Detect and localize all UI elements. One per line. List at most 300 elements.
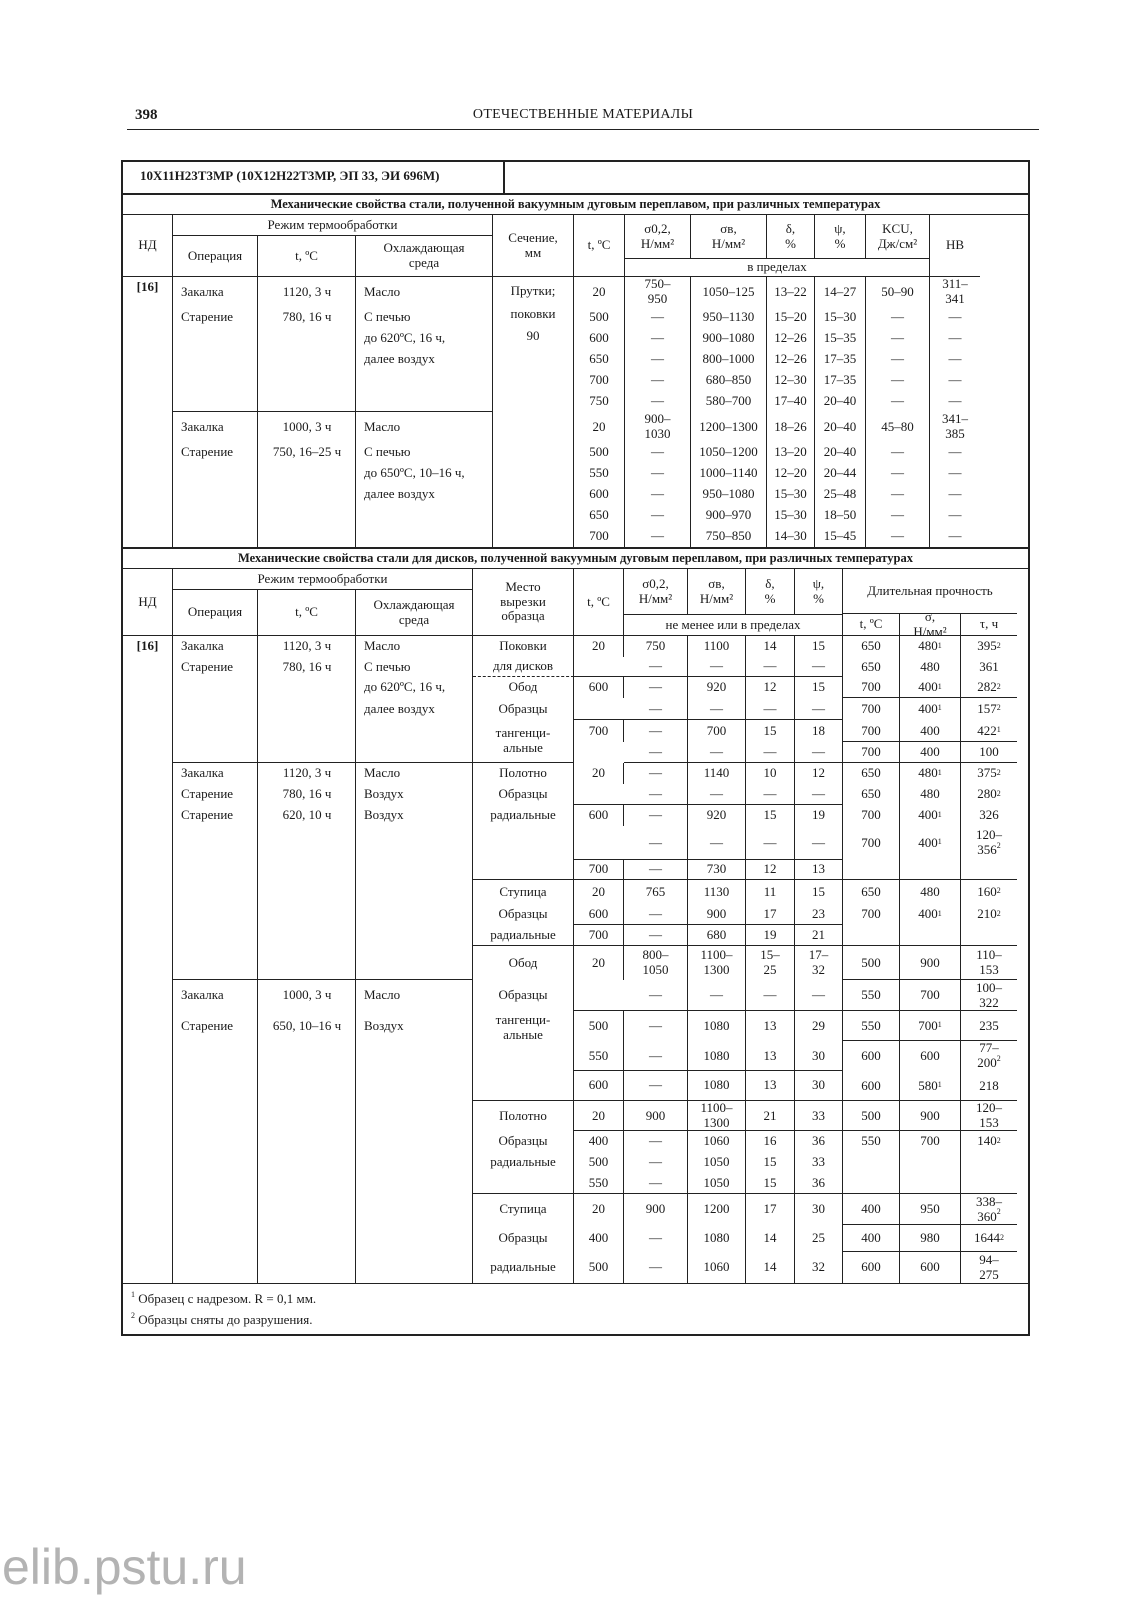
- s2-r1-c6: 650: [843, 636, 900, 657]
- s2-r26-c5: 32: [795, 1252, 843, 1283]
- s2-r4-c2: —: [624, 698, 688, 720]
- opA-aging-medium-2: до 620ºС, 16 ч,: [364, 679, 446, 695]
- s2-r12-c1: 20: [574, 880, 624, 904]
- s2-r26-c8: 94– 275: [979, 1251, 999, 1282]
- header-cooling: Охлаждающая среда: [356, 236, 493, 277]
- place-forgings-disk: для дисков: [473, 657, 574, 677]
- opB-quench-medium: Масло: [364, 765, 401, 781]
- op-aging-2-medium: С печью: [364, 444, 411, 460]
- s1-cell-r2-c2: —: [625, 307, 691, 328]
- section-size: Прутки; поковки 90: [493, 277, 574, 547]
- s2-r3-c2: —: [624, 677, 688, 698]
- s2-r25-c4: 14: [746, 1225, 795, 1252]
- s2-r23-c3: 1050: [688, 1173, 746, 1194]
- s1-cell-r12-c1: 700: [574, 526, 625, 547]
- s2-r7-c6: 650: [843, 763, 900, 784]
- s1-cell-r6-c4: 17–40: [767, 391, 815, 412]
- s2-r24-c1: 20: [574, 1194, 624, 1225]
- s1-cell-r6-c3: 580–700: [691, 391, 767, 412]
- s2-r20-c5: 33: [795, 1101, 843, 1131]
- s2-r10-c5: —: [795, 826, 843, 860]
- footnotes: [123, 1283, 1028, 1334]
- s2-r22-c5: 33: [795, 1152, 843, 1173]
- s2-r5-c8: 422 $^1$: [977, 722, 1001, 738]
- s2-r10-c7: 400 $^1$: [900, 826, 961, 860]
- opB-aging-2-medium: Воздух: [364, 807, 404, 823]
- s2-r24-c6: 400: [843, 1194, 900, 1225]
- header-place: Место вырезки образца: [473, 569, 574, 636]
- s2-r17-c6: 550: [843, 1011, 900, 1041]
- s2-r2-c8: 361: [979, 658, 999, 674]
- s1-cell-r1-c7: 311– 341: [942, 276, 968, 306]
- header-regime: Режим термообработки: [173, 215, 493, 236]
- place-hub: Ступица: [473, 880, 574, 904]
- header-hb: НВ: [930, 215, 980, 277]
- place-hub-2-samples: Образцы: [473, 1225, 574, 1252]
- s2-r8-c2: —: [624, 784, 688, 805]
- s2-r23-c5: 36: [795, 1173, 843, 1194]
- s2-r5-c5: 18: [795, 720, 843, 742]
- s2-r3-c1: 600: [574, 677, 624, 698]
- place-rim-2-tangential: тангенци- альные: [473, 1011, 574, 1101]
- s2-r25-c7: 980: [900, 1225, 961, 1252]
- s2-r14-c4: 19: [746, 925, 795, 946]
- s2-r17-c7: 700 $^1$: [900, 1011, 961, 1041]
- place-hub-samples: Образцы: [473, 904, 574, 925]
- s2-r9-c6: 700: [843, 805, 900, 826]
- s2-r24-c7: 950: [900, 1194, 961, 1225]
- s2-r16-c3: —: [688, 980, 746, 1011]
- place-rim-2: Обод: [473, 946, 574, 980]
- place-rim-tangential: тангенци- альные: [473, 720, 574, 763]
- s2-r10-c3: —: [688, 826, 746, 860]
- s2-r1-c5: 15: [795, 636, 843, 657]
- s1-cell-r10-c5: 25–48: [815, 484, 866, 505]
- s2-r19-c2: —: [624, 1071, 688, 1101]
- header-t: t, ºС: [574, 215, 625, 277]
- s1-cell-r3-c2: —: [625, 328, 691, 349]
- s1-cell-r11-c5: 18–50: [815, 505, 866, 526]
- s1-cell-r3-c5: 15–35: [815, 328, 866, 349]
- s2-r2-c6: 650: [843, 657, 900, 677]
- s2-r16-c5: —: [795, 980, 843, 1011]
- s2-r1-c1: 20: [574, 636, 624, 657]
- s1-cell-r5-c4: 12–30: [767, 370, 815, 391]
- s1-cell-r9-c2: —: [625, 463, 691, 484]
- s1-cell-r10-c4: 15–30: [767, 484, 815, 505]
- s2-r15-c1: 20: [574, 946, 624, 980]
- opB-aging-1-temp: 780, 16 ч: [282, 786, 332, 802]
- s2-r25-c2: —: [624, 1225, 688, 1252]
- header-long-t: t, ºС: [843, 614, 900, 636]
- s1-cell-r12-c7: —: [948, 528, 962, 544]
- op-quench-1: Закалка: [181, 283, 224, 299]
- s1-cell-r3-c6: —: [866, 328, 930, 349]
- s2-r8-c4: —: [746, 784, 795, 805]
- s2-r20-c3: 1100– 1300: [688, 1101, 746, 1131]
- header-delta: δ, %: [746, 569, 795, 614]
- s2-r2-c5: —: [795, 657, 843, 677]
- s1-cell-r4-c1: 650: [574, 349, 625, 370]
- s2-r7-c3: 1140: [688, 763, 746, 784]
- s2-r18-c8: 77– $200^2$: [977, 1040, 1001, 1070]
- s2-r15-c7: 900: [900, 946, 961, 980]
- s1-cell-r4-c6: —: [866, 349, 930, 370]
- opB-aging-2: Старение: [181, 807, 234, 823]
- s2-r13-c7: 400 $^1$: [900, 904, 961, 925]
- grade-title-row: [123, 162, 1028, 195]
- s2-r4-c7: 400 $^1$: [900, 698, 961, 720]
- s2-r5-c2: —: [624, 720, 688, 742]
- place-hub-2-radial: радиальные: [473, 1252, 574, 1283]
- s2-r26-c1: 500: [574, 1252, 624, 1283]
- s2-r21-c8: 140 $^2$: [977, 1133, 1001, 1149]
- s2-r24-c3: 1200: [688, 1194, 746, 1225]
- section1-title: Механические свойства стали, полученной вакуумным дуговым переплавом, при различных температурах: [123, 195, 1028, 215]
- s2-r19-c3: 1080: [688, 1071, 746, 1101]
- s2-r21-c3: 1060: [688, 1131, 746, 1152]
- s2-r3-c7: 400 $^1$: [900, 677, 961, 698]
- header-operation: Операция: [173, 236, 258, 277]
- s2-r24-c4: 17: [746, 1194, 795, 1225]
- opA-aging-temp: 780, 16 ч: [282, 658, 332, 674]
- op-quench-2-medium: Масло: [364, 418, 401, 434]
- s2-r22-c2: —: [624, 1152, 688, 1173]
- opB-quench-temp: 1120, 3 ч: [282, 765, 332, 781]
- s2-r15-c5: 17– 32: [795, 946, 843, 980]
- s2-r17-c4: 13: [746, 1011, 795, 1041]
- op-aging-1-medium-2: до 620ºС, 16 ч,: [364, 330, 446, 346]
- opB-quench: Закалка: [181, 765, 224, 781]
- s2-r11-c4: 12: [746, 860, 795, 880]
- s2-r13-c5: 23: [795, 904, 843, 925]
- s2-r19-c5: 30: [795, 1071, 843, 1101]
- s2-r21-c5: 36: [795, 1131, 843, 1152]
- s2-r11-c2: —: [624, 860, 688, 880]
- header-s02: σ0,2, Н/мм²: [624, 569, 688, 614]
- s1-cell-r9-c7: —: [948, 465, 962, 481]
- s1-cell-r2-c4: 15–20: [767, 307, 815, 328]
- header-kcu: KCU, Дж/см²: [866, 215, 930, 258]
- s2-r17-c3: 1080: [688, 1011, 746, 1041]
- s1-cell-r7-c1: 20: [574, 412, 625, 442]
- s2-r21-c6: 550: [843, 1131, 900, 1152]
- s2-r25-c6: 400: [843, 1225, 900, 1252]
- s2-r24-c2: 900: [624, 1194, 688, 1225]
- header-psi: ψ, %: [815, 215, 866, 258]
- s1-cell-r3-c3: 900–1080: [691, 328, 767, 349]
- header-operation: Операция: [173, 590, 258, 636]
- header-temp: t, ºС: [258, 236, 356, 277]
- s2-r21-c1: 400: [574, 1131, 624, 1152]
- s2-r13-c6: 700: [843, 904, 900, 925]
- s1-cell-r3-c4: 12–26: [767, 328, 815, 349]
- watermark: elib.pstu.ru: [2, 1539, 247, 1595]
- s1-cell-r8-c2: —: [625, 442, 691, 463]
- place-rim: Обод: [473, 677, 574, 698]
- s1-cell-r5-c3: 680–850: [691, 370, 767, 391]
- op-quench-1-temp: 1120, 3 ч: [282, 283, 332, 299]
- material-table: [121, 160, 1030, 1336]
- s2-r18-c7: 600: [900, 1041, 961, 1071]
- opA-aging: Старение: [181, 658, 234, 674]
- header-psi: ψ, %: [795, 569, 843, 614]
- s2-r22-c4: 15: [746, 1152, 795, 1173]
- opA-quench: Закалка: [181, 638, 224, 654]
- s2-r18-c2: —: [624, 1041, 688, 1071]
- grade-title: 10Х11Н23Т3МР (10Х12Н22Т3МР, ЭП 33, ЭИ 696М): [123, 162, 505, 193]
- opC-quench-temp: 1000, 3 ч: [282, 987, 332, 1003]
- header-sv: σв, Н/мм²: [691, 215, 767, 258]
- s1-cell-r7-c7: 341– 385: [942, 411, 968, 441]
- section1-table: [123, 215, 1028, 547]
- page-header: [127, 107, 1039, 130]
- s2-r13-c3: 900: [688, 904, 746, 925]
- s2-r6-c8: 100: [979, 744, 999, 760]
- header-temp: t, ºС: [258, 590, 356, 636]
- s1-cell-r12-c6: —: [866, 526, 930, 547]
- s2-r9-c1: 600: [574, 805, 624, 826]
- section2-title: Механические свойства стали для дисков, полученной вакуумным дуговым переплавом, при различных температурах: [123, 547, 1028, 569]
- s1-cell-r5-c7: —: [948, 372, 962, 388]
- s2-r6-c7: 400: [900, 742, 961, 763]
- s1-cell-r4-c3: 800–1000: [691, 349, 767, 370]
- s2-r8-c7: 480: [900, 784, 961, 805]
- s2-r20-c8: 120– 153: [976, 1100, 1002, 1130]
- op-aging-1-medium: С печью: [364, 309, 411, 325]
- s2-r21-c7: 700: [900, 1131, 961, 1152]
- place-rim-samples: Образцы: [473, 698, 574, 720]
- s1-cell-r7-c3: 1200–1300: [691, 412, 767, 442]
- s1-cell-r5-c5: 17–35: [815, 370, 866, 391]
- s2-r18-c1: 550: [574, 1041, 624, 1071]
- s1-cell-r2-c5: 15–30: [815, 307, 866, 328]
- s2-r14-c3: 680: [688, 925, 746, 946]
- s2-r22-c1: 500: [574, 1152, 624, 1173]
- s2-r19-c7: 580 $^1$: [900, 1071, 961, 1101]
- s1-cell-r10-c1: 600: [574, 484, 625, 505]
- s2-r12-c2: 765: [624, 880, 688, 904]
- s2-r8-c3: —: [688, 784, 746, 805]
- s1-cell-r8-c1: 500: [574, 442, 625, 463]
- s2-r7-c2: —: [624, 763, 688, 784]
- header-nd: НД: [123, 215, 173, 277]
- op-aging-1-medium-3: далее воздух: [364, 351, 435, 367]
- s2-r3-c8: 282 $^2$: [977, 679, 1001, 695]
- s2-r15-c6: 500: [843, 946, 900, 980]
- s1-cell-r12-c2: —: [625, 526, 691, 547]
- s2-r4-c4: —: [746, 698, 795, 720]
- s2-r18-c5: 30: [795, 1041, 843, 1071]
- header-long-strength: Длительная прочность: [843, 569, 1017, 614]
- s1-cell-r5-c2: —: [625, 370, 691, 391]
- opC-aging-temp: 650, 10–16 ч: [272, 1017, 342, 1033]
- s2-r13-c1: 600: [574, 904, 624, 925]
- s2-r9-c7: 400 $^1$: [900, 805, 961, 826]
- s2-r26-c3: 1060: [688, 1252, 746, 1283]
- s2-r9-c5: 19: [795, 805, 843, 826]
- opB-aging-2-temp: 620, 10 ч: [282, 807, 332, 823]
- s1-cell-r5-c1: 700: [574, 370, 625, 391]
- opA-aging-medium-3: далее воздух: [364, 700, 435, 716]
- place-web-2: Полотно: [473, 1101, 574, 1131]
- s2-r13-c2: —: [624, 904, 688, 925]
- header-s02: σ0,2, Н/мм²: [625, 215, 691, 258]
- s2-r5-c3: 700: [688, 720, 746, 742]
- s2-r3-c6: 700: [843, 677, 900, 698]
- s1-cell-r1-c6: 50–90: [866, 277, 930, 307]
- s2-r1-c3: 1100: [688, 636, 746, 657]
- s2-r20-c4: 21: [746, 1101, 795, 1131]
- place-rim-2-samples: Образцы: [473, 980, 574, 1011]
- op-aging-2-medium-2: до 650ºС, 10–16 ч,: [364, 465, 465, 481]
- s2-r25-c8: 1644 $^2$: [974, 1230, 1004, 1246]
- s1-cell-r6-c5: 20–40: [815, 391, 866, 412]
- s1-cell-r10-c7: —: [948, 486, 962, 502]
- s1-cell-r6-c7: —: [948, 393, 962, 409]
- s2-r20-c6: 500: [843, 1101, 900, 1131]
- s2-r2-c2: —: [624, 657, 688, 677]
- s2-r26-c7: 600: [900, 1252, 961, 1283]
- s2-r7-c1: 20: [574, 763, 624, 784]
- s1-cell-r7-c5: 20–40: [815, 412, 866, 442]
- op-aging-1-temp: 780, 16 ч: [282, 309, 332, 325]
- s1-cell-r11-c7: —: [948, 507, 962, 523]
- s2-r4-c3: —: [688, 698, 746, 720]
- s2-r9-c8: 326: [979, 807, 999, 823]
- header-t: t, ºС: [574, 569, 624, 636]
- s1-cell-r1-c4: 13–22: [767, 277, 815, 307]
- s2-r23-c1: 550: [574, 1173, 624, 1194]
- s1-cell-r4-c4: 12–26: [767, 349, 815, 370]
- s2-r5-c4: 15: [746, 720, 795, 742]
- s2-r20-c1: 20: [574, 1101, 624, 1131]
- s1-cell-r8-c3: 1050–1200: [691, 442, 767, 463]
- s1-cell-r4-c5: 17–35: [815, 349, 866, 370]
- op-quench-1-medium: Масло: [364, 283, 401, 299]
- s2-r15-c2: 800– 1050: [624, 946, 688, 980]
- s1-cell-r1-c3: 1050–125: [691, 277, 767, 307]
- op-aging-2-medium-3: далее воздух: [364, 486, 435, 502]
- s2-r24-c5: 30: [795, 1194, 843, 1225]
- s2-r7-c7: 480 $^1$: [900, 763, 961, 784]
- s2-r8-c5: —: [795, 784, 843, 805]
- place-web-2-radial: радиальные: [473, 1152, 574, 1173]
- opA-aging-medium: С печью: [364, 658, 411, 674]
- op-quench-2-temp: 1000, 3 ч: [282, 418, 332, 434]
- s1-cell-r11-c6: —: [866, 505, 930, 526]
- s2-r25-c5: 25: [795, 1225, 843, 1252]
- s1-cell-r12-c4: 14–30: [767, 526, 815, 547]
- s2-r25-c1: 400: [574, 1225, 624, 1252]
- place-forgings: Поковки: [473, 636, 574, 657]
- s2-r1-c7: 480 $^1$: [900, 636, 961, 657]
- page-number: 398: [135, 107, 158, 123]
- s1-cell-r12-c3: 750–850: [691, 526, 767, 547]
- s1-cell-r11-c2: —: [625, 505, 691, 526]
- s2-r12-c4: 11: [746, 880, 795, 904]
- s1-cell-r10-c2: —: [625, 484, 691, 505]
- s1-cell-r3-c7: —: [948, 330, 962, 346]
- place-web-radial: радиальные: [473, 805, 574, 826]
- s2-r3-c3: 920: [688, 677, 746, 698]
- s2-r9-c2: —: [624, 805, 688, 826]
- s1-cell-r9-c4: 12–20: [767, 463, 815, 484]
- s2-r21-c4: 16: [746, 1131, 795, 1152]
- s2-r2-c4: —: [746, 657, 795, 677]
- opC-aging-medium: Воздух: [364, 1017, 404, 1033]
- s2-r15-c4: 15– 25: [746, 946, 795, 980]
- s2-r11-c5: 13: [795, 860, 843, 880]
- s2-r17-c1: 500: [574, 1011, 624, 1041]
- opC-quench-medium: Масло: [364, 987, 401, 1003]
- s1-cell-r2-c3: 950–1130: [691, 307, 767, 328]
- s1-cell-r11-c3: 900–970: [691, 505, 767, 526]
- s2-r26-c2: —: [624, 1252, 688, 1283]
- op-aging-2-temp: 750, 16–25 ч: [272, 444, 342, 460]
- s1-cell-r8-c7: —: [948, 444, 962, 460]
- nd-reference: [16]: [123, 636, 173, 1283]
- s1-cell-r10-c6: —: [866, 484, 930, 505]
- s2-r16-c7: 700: [900, 980, 961, 1011]
- header-regime: Режим термообработки: [173, 569, 473, 590]
- s2-r10-c4: —: [746, 826, 795, 860]
- s2-r12-c3: 1130: [688, 880, 746, 904]
- running-title: ОТЕЧЕСТВЕННЫЕ МАТЕРИАЛЫ: [472, 107, 694, 122]
- s2-r5-c1: 700: [574, 720, 624, 742]
- s2-r16-c4: —: [746, 980, 795, 1011]
- header-section: Сечение, мм: [493, 215, 574, 277]
- s2-r2-c3: —: [688, 657, 746, 677]
- s2-r11-c1: 700: [574, 860, 624, 880]
- header-range: в пределах: [625, 258, 930, 277]
- s1-cell-r3-c1: 600: [574, 328, 625, 349]
- s2-r9-c3: 920: [688, 805, 746, 826]
- s2-r19-c6: 600: [843, 1071, 900, 1101]
- s2-r14-c2: —: [624, 925, 688, 946]
- nd-reference: [16]: [123, 277, 173, 547]
- footnote-1: $^1$ Образец с надрезом. R = 0,1 мм.: [131, 1289, 317, 1306]
- s2-r5-c7: 400: [900, 720, 961, 742]
- s2-r6-c4: —: [746, 742, 795, 763]
- s2-r19-c8: 218: [979, 1077, 999, 1093]
- s2-r4-c8: 157 $^2$: [977, 700, 1001, 716]
- header-delta: δ, %: [767, 215, 815, 258]
- s2-r23-c4: 15: [746, 1173, 795, 1194]
- header-nd: НД: [123, 569, 173, 636]
- s1-cell-r1-c1: 20: [574, 277, 625, 307]
- s1-cell-r2-c7: —: [948, 309, 962, 325]
- s2-r5-c6: 700: [843, 720, 900, 742]
- s2-r11-c3: 730: [688, 860, 746, 880]
- s2-r16-c6: 550: [843, 980, 900, 1011]
- s1-cell-r11-c1: 650: [574, 505, 625, 526]
- s2-r1-c2: 750: [624, 636, 688, 657]
- opA-quench-medium: Масло: [364, 638, 401, 654]
- s2-r10-c8: 120– $356^2$: [976, 827, 1002, 857]
- op-aging-1: Старение: [181, 309, 234, 325]
- s2-r6-c3: —: [688, 742, 746, 763]
- s1-cell-r7-c6: 45–80: [866, 412, 930, 442]
- s2-r15-c8: 110– 153: [976, 947, 1002, 977]
- s1-cell-r8-c6: —: [866, 442, 930, 463]
- s2-r20-c2: 900: [624, 1101, 688, 1131]
- place-hub-2: Ступица: [473, 1194, 574, 1225]
- header-sv: σв, Н/мм²: [688, 569, 746, 614]
- opC-quench: Закалка: [181, 987, 224, 1003]
- s1-cell-r9-c1: 550: [574, 463, 625, 484]
- header-tau: τ, ч: [961, 614, 1017, 636]
